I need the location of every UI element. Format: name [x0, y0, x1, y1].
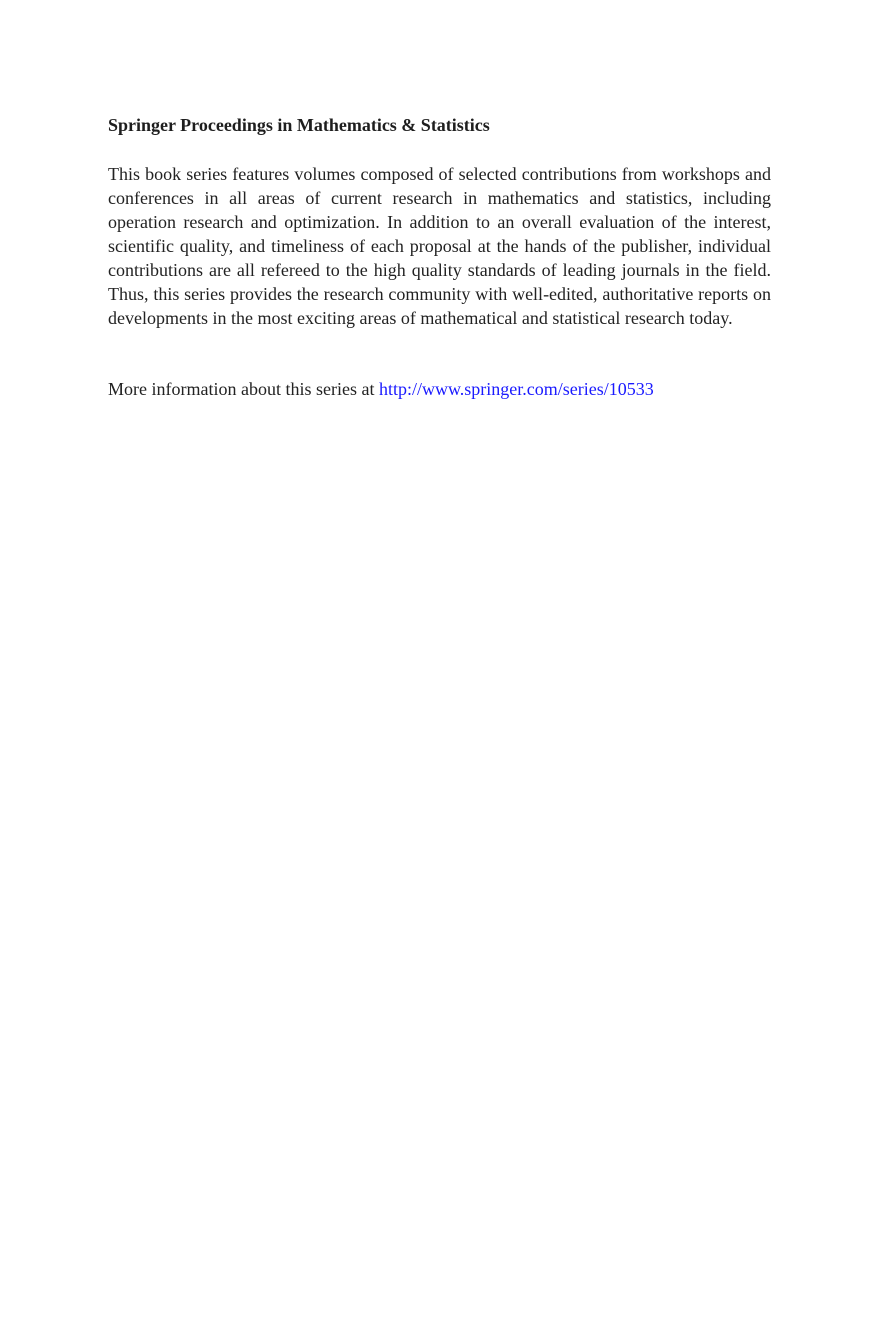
more-info-line: [108, 377, 771, 401]
series-url-link[interactable]: http://www.springer.com/series/10533: [378, 379, 654, 399]
series-description: This book series features volumes composed of selected contributions from workshops and conferences in all areas of current research in mathematics and statistics, including operation research and optimization. In addition to an overall evaluation of the interest, scientific quality, and timeliness of each proposal at the hands of the publisher, individual contributions are all refereed to the high quality standards of leading journals in the field. Thus, this series provides the research community with well-edited, authoritative reports on developments in the most exciting areas of mathematical and statistical research today.: [108, 164, 771, 328]
series-title: Springer Proceedings in Mathematics & Statistics: [108, 115, 490, 135]
page-content: [108, 112, 771, 401]
more-info-prefix: More information about this series at: [108, 379, 379, 399]
